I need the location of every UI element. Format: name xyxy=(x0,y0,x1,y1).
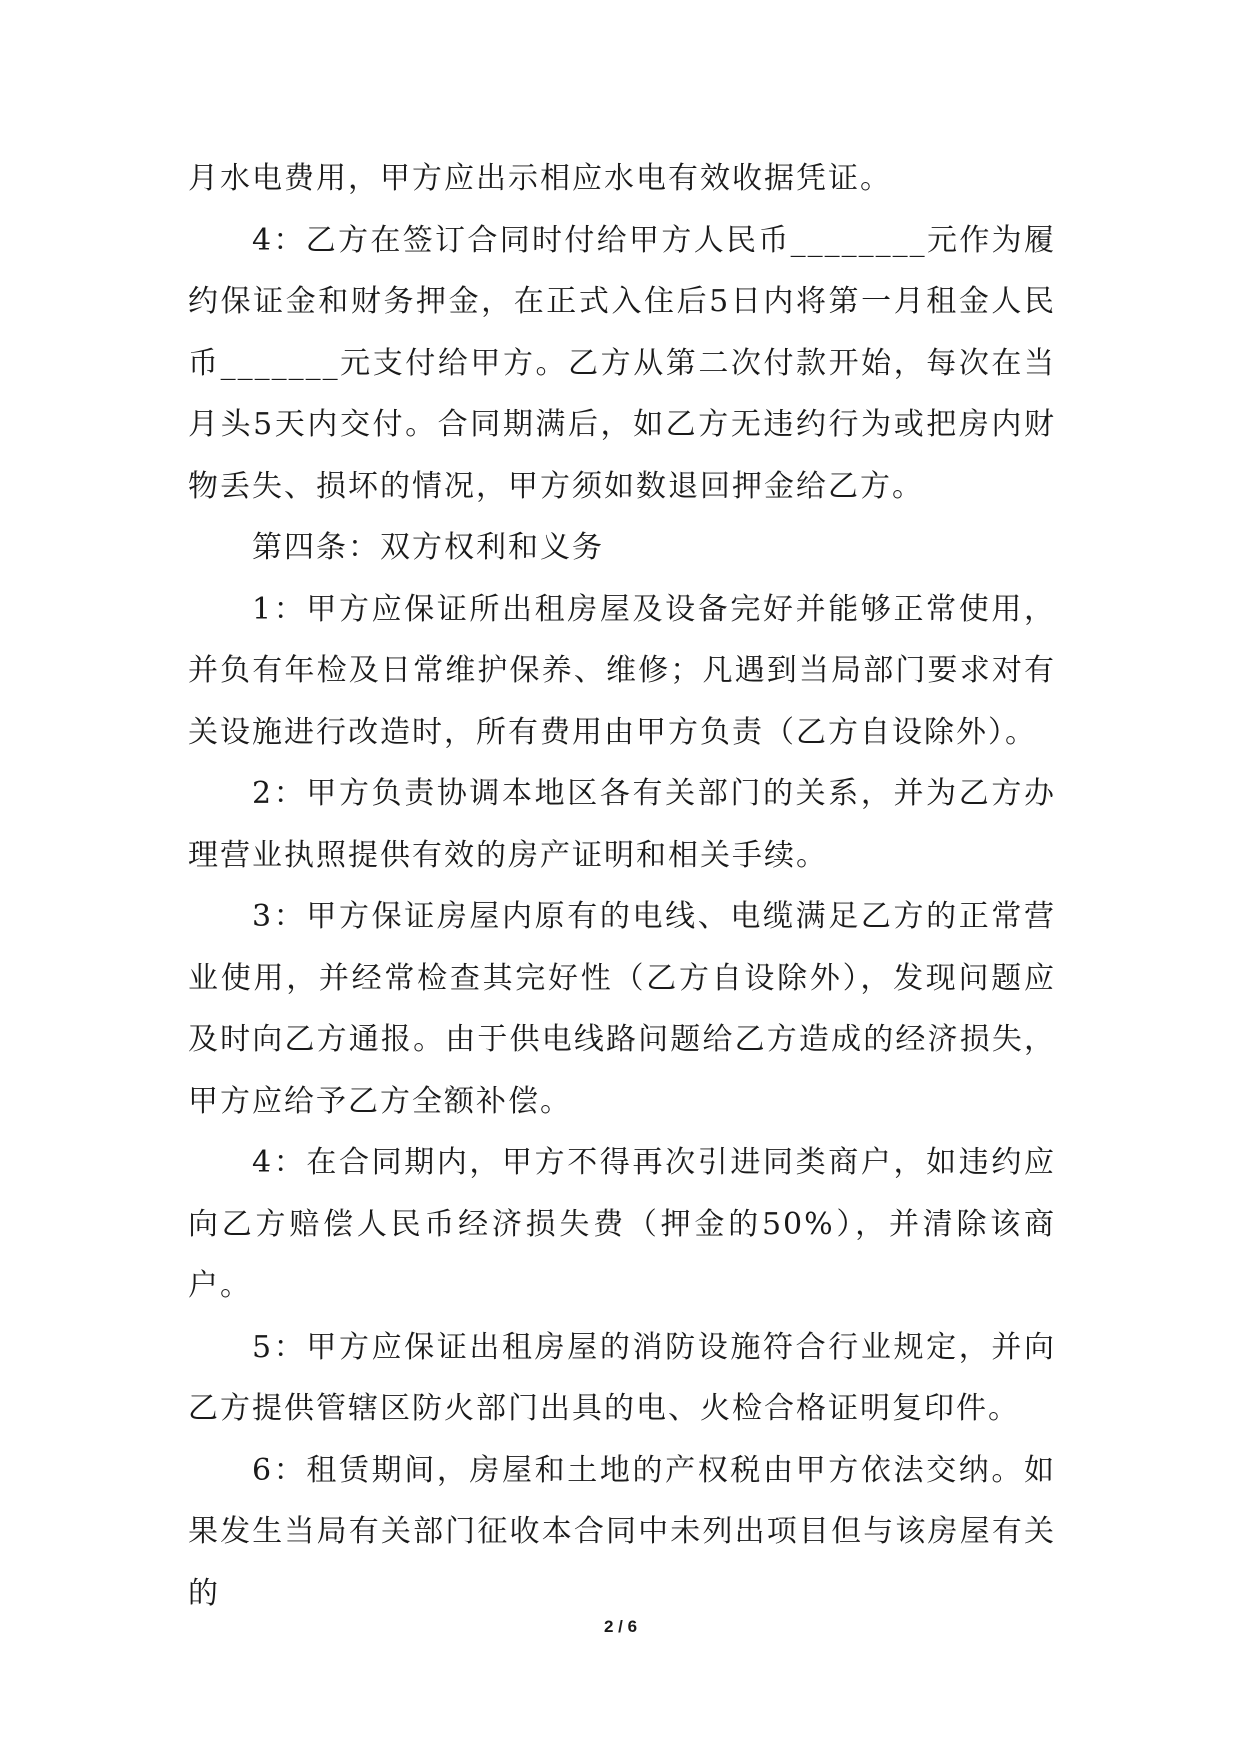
paragraph-clause-4-5: 5：甲方应保证出租房屋的消防设施符合行业规定，并向乙方提供管辖区防火部门出具的电、火检合格证明复印件。 xyxy=(188,1329,1056,1426)
paragraph-continuation: 月水电费用，甲方应出示相应水电有效收据凭证。 xyxy=(188,161,892,196)
page-number: 2 / 6 xyxy=(603,1617,638,1636)
document-body xyxy=(188,148,1056,1624)
paragraph-clause-4-3: 3：甲方保证房屋内原有的电线、电缆满足乙方的正常营业使用，并经常检查其完好性（乙方自设除外），发现问题应及时向乙方通报。由于供电线路问题给乙方造成的经济损失，甲方应给予乙方全额补偿。 xyxy=(188,899,1056,1119)
section-heading-article-4: 第四条：双方权利和义务 xyxy=(252,530,604,565)
paragraph-clause-4-1: 1：甲方应保证所出租房屋及设备完好并能够正常使用，并负有年检及日常维护保养、维修；凡遇到当局部门要求对有关设施进行改造时，所有费用由甲方负责（乙方自设除外）。 xyxy=(188,591,1056,750)
paragraph-clause-4-4: 4：在合同期内，甲方不得再次引进同类商户，如违约应向乙方赔偿人民币经济损失费（押金的50%），并清除该商户。 xyxy=(188,1145,1056,1303)
paragraph-clause-4-6: 6：租赁期间，房屋和土地的产权税由甲方依法交纳。如果发生当局有关部门征收本合同中未列出项目但与该房屋有关的 xyxy=(188,1452,1056,1611)
paragraph-clause-3-4-deposit: 4：乙方在签订合同时付给甲方人民币________元作为履约保证金和财务押金，在正式入住后5日内将第一月租金人民币_______元支付给甲方。乙方从第二次付款开始，每次在当月头5天内交付。合同期满后，如乙方无违约行为或把房内财物丢失、损坏的情况，甲方须如数退回押金给乙方。 xyxy=(188,222,1056,504)
paragraph-clause-4-2: 2：甲方负责协调本地区各有关部门的关系，并为乙方办理营业执照提供有效的房产证明和相关手续。 xyxy=(188,776,1056,873)
